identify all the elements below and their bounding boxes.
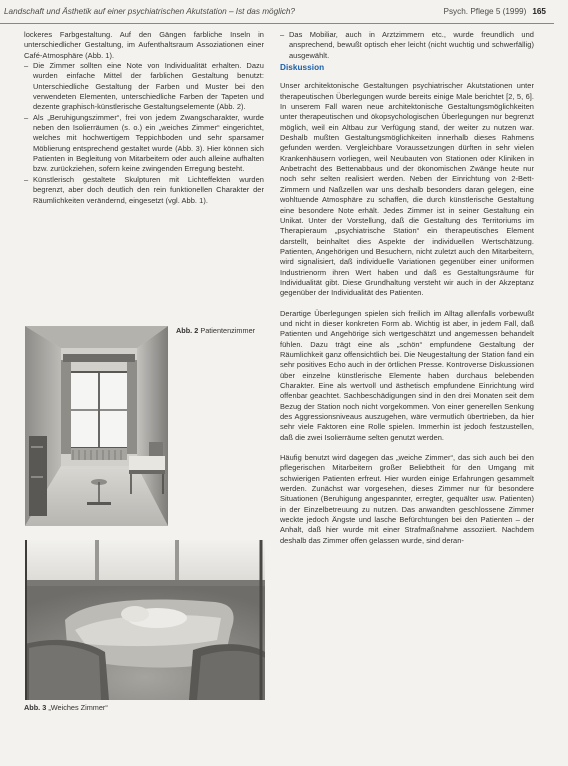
left-column-text	[24, 30, 264, 206]
running-header	[0, 0, 568, 28]
list-item: – Künstlerisch gestaltete Skulpturen mit Lichteffekten wurden begrenzt, aber doch deutlich den rein funktionellen Charakter der Räumlichkeiten verändernd, eingesetzt (vgl. Abb. 1).	[24, 175, 264, 206]
journal-reference	[443, 7, 546, 16]
figure-2-caption	[176, 326, 266, 336]
figure-2-label: Abb. 2	[176, 326, 199, 335]
figure-3-caption	[24, 703, 264, 713]
list-item: – Das Mobiliar, auch in Arztzimmern etc., wurde freundlich und ansprechend, bewußt optisch eher leicht (nicht wuchtig und schwerfällig) ausgewählt.	[280, 30, 534, 61]
figure-2-text: Patientenzimmer	[200, 326, 256, 335]
page-number: 165	[532, 7, 546, 16]
right-column-text	[280, 30, 534, 546]
figure-3-label: Abb. 3	[24, 703, 47, 712]
figure-3-text: „Weiches Zimmer“	[48, 703, 108, 712]
list-item: – Die Zimmer sollten eine Note von Individualität erhalten. Dazu wurden einfache Mittel der farblichen Gestaltung benutzt: Unterschiedliche Gestaltung der Farben und Muster bei den verwendeten Elementen, unterschiedliche Farben der Tapeten und dezente graphisch-künstlerische Gestaltungselemente (Abb. 2).	[24, 61, 264, 113]
header-rule	[0, 23, 554, 24]
running-title: Landschaft und Ästhetik auf einer psychiatrischen Akutstation – Ist das möglich?	[4, 7, 295, 16]
patient-room-photo	[25, 326, 168, 526]
paragraph: Häufig benutzt wird dagegen das „weiche Zimmer“, das sich auch bei den pflegerischen Mitarbeitern großer Beliebtheit für den Umgang mit schwierigen Patienten erfreut. Hier wurden einige Erfahrungen gesammelt werden. Zunächst war vorgesehen, dieses Zimmer nur für besondere Situationen (Beruhigung angespannter, erregter, gequälter usw. Patienten) in der Einzelbetreuung zu nutzen. Das anwandten geschlossene Zimmer weckte jedoch Ängste und lasche Befürchtungen bei den Patienten – der Anhalt, daß hier wurde mit einer Strafmaßnahme assoziiert. Nachdem deshalb das Zimmer offen gelassen wurde, sind deran-	[280, 453, 534, 545]
list-item: lockeres Farbgestaltung. Auf den Gängen farbliche Inseln in unterschiedlicher Gestaltung, im Aufenthaltsraum Assoziationen einer Café-Atmosphäre (Abb. 1).	[24, 30, 264, 60]
paragraph: Derartige Überlegungen spielen sich freilich im Alltag allenfalls vorbewußt und nicht in dieser konkreten Form ab. Wichtig ist aber, in jedem Fall, daß Patienten und Angehörige sich wertgeschätzt und angemessen behandelt fühlen. Dazu trägt eine als „schön“ empfundene Gestaltung der Räumlichkeit ganz offensichtlich bei. Die Neugestaltung der Station fand ein sehr positives Echo auch in der örtlichen Presse. Kontroverse Diskussionen über einzelne künstlerische Elemente haben durchaus belebenden Charakter. Eine als wertvoll und ästhetisch empfundene Einrichtung wird offenbar geachtet. Sachbeschädigungen sind in den drei Monaten seit dem Bezug der Station noch nicht vorgekommen. Von einer generellen Senkung des Aggressionsniveaus auszugehen, wäre vermutlich übertrieben, da hier sehr viele Faktoren eine Rolle spielen. Immerhin ist jedoch festzustellen, daß die zwei Isolierräume selten genutzt werden.	[280, 308, 534, 442]
paragraph: Unser architektonische Gestaltungen psychiatrischer Akutstationen unter therapeutischen Überlegungen wurde bereits einige Male berichtet [2, 5, 6]. In unserem Fall waren neue architektonische Gestaltungsmöglichkeiten unter therapeutischen und ökopsychologischen Überlegungen nur begrenzt möglich, weil ein Altbau zur Verfügung stand, der weiter zu nutzen war. Deshalb mußten Gestaltungsmöglichkeiten innerhalb dieses Rahmens gefunden werden. Vergleichbare Voraussetzungen dürften in sehr vielen Krankenhäusern vorliegen, weil Neubauten von Stationen oder Kliniken in Anbetracht des Bettenabbaus und der ökonomischen Zwänge heute nur noch sehr selten realisiert werden. Neben der Einrichtung von 2-Bett-Zimmern und Naßzellen war uns deshalb besonders daran gelegen, eine wohltuende Atmosphäre zu schaffen, die durch künstlerische Gestaltung eine besondere Note erhält. Jedes Zimmer ist in seiner Gestaltung ein Unikat. Unter der Vorstellung, daß die Gestaltung des Territoriums im Therapieraum „psychiatrische Station“ ein therapeutisches Element darstellt, beinhaltet dies Aspekte der individuellen Wertschätzung. Patienten, Angehörigen und Besuchern, nicht zuletzt auch den Mitarbeitern, wird signalisiert, daß individuelle Variationen gegenüber einer uniformen Industrienorm ihren Wert haben und daß es Gestaltungsräume für Individualität gibt. Diese Grundhaltung versteht wir auch in der Akzeptanz gegenüber der Individualität des Patienten.	[280, 81, 534, 298]
section-heading: Diskussion	[280, 63, 325, 73]
journal-citation: Psych. Pflege 5 (1999)	[443, 7, 527, 16]
soft-room-photo	[25, 540, 265, 700]
list-item: – Als „Beruhigungszimmer“, frei von jedem Zwangscharakter, wurde neben den Isolierräumen (s. o.) ein „weiches Zimmer“ eingerichtet, welches mit hochwertigem Teppichboden und sehr sparsamer Möblierung entsprechend gestaltet wurde (Abb. 3). Hier können sich Patienten in Begleitung von Mitarbeitern oder auch alleine aufhalten bzw. zurückziehen, sofern keine zwingenden Erregung besteht.	[24, 113, 264, 175]
